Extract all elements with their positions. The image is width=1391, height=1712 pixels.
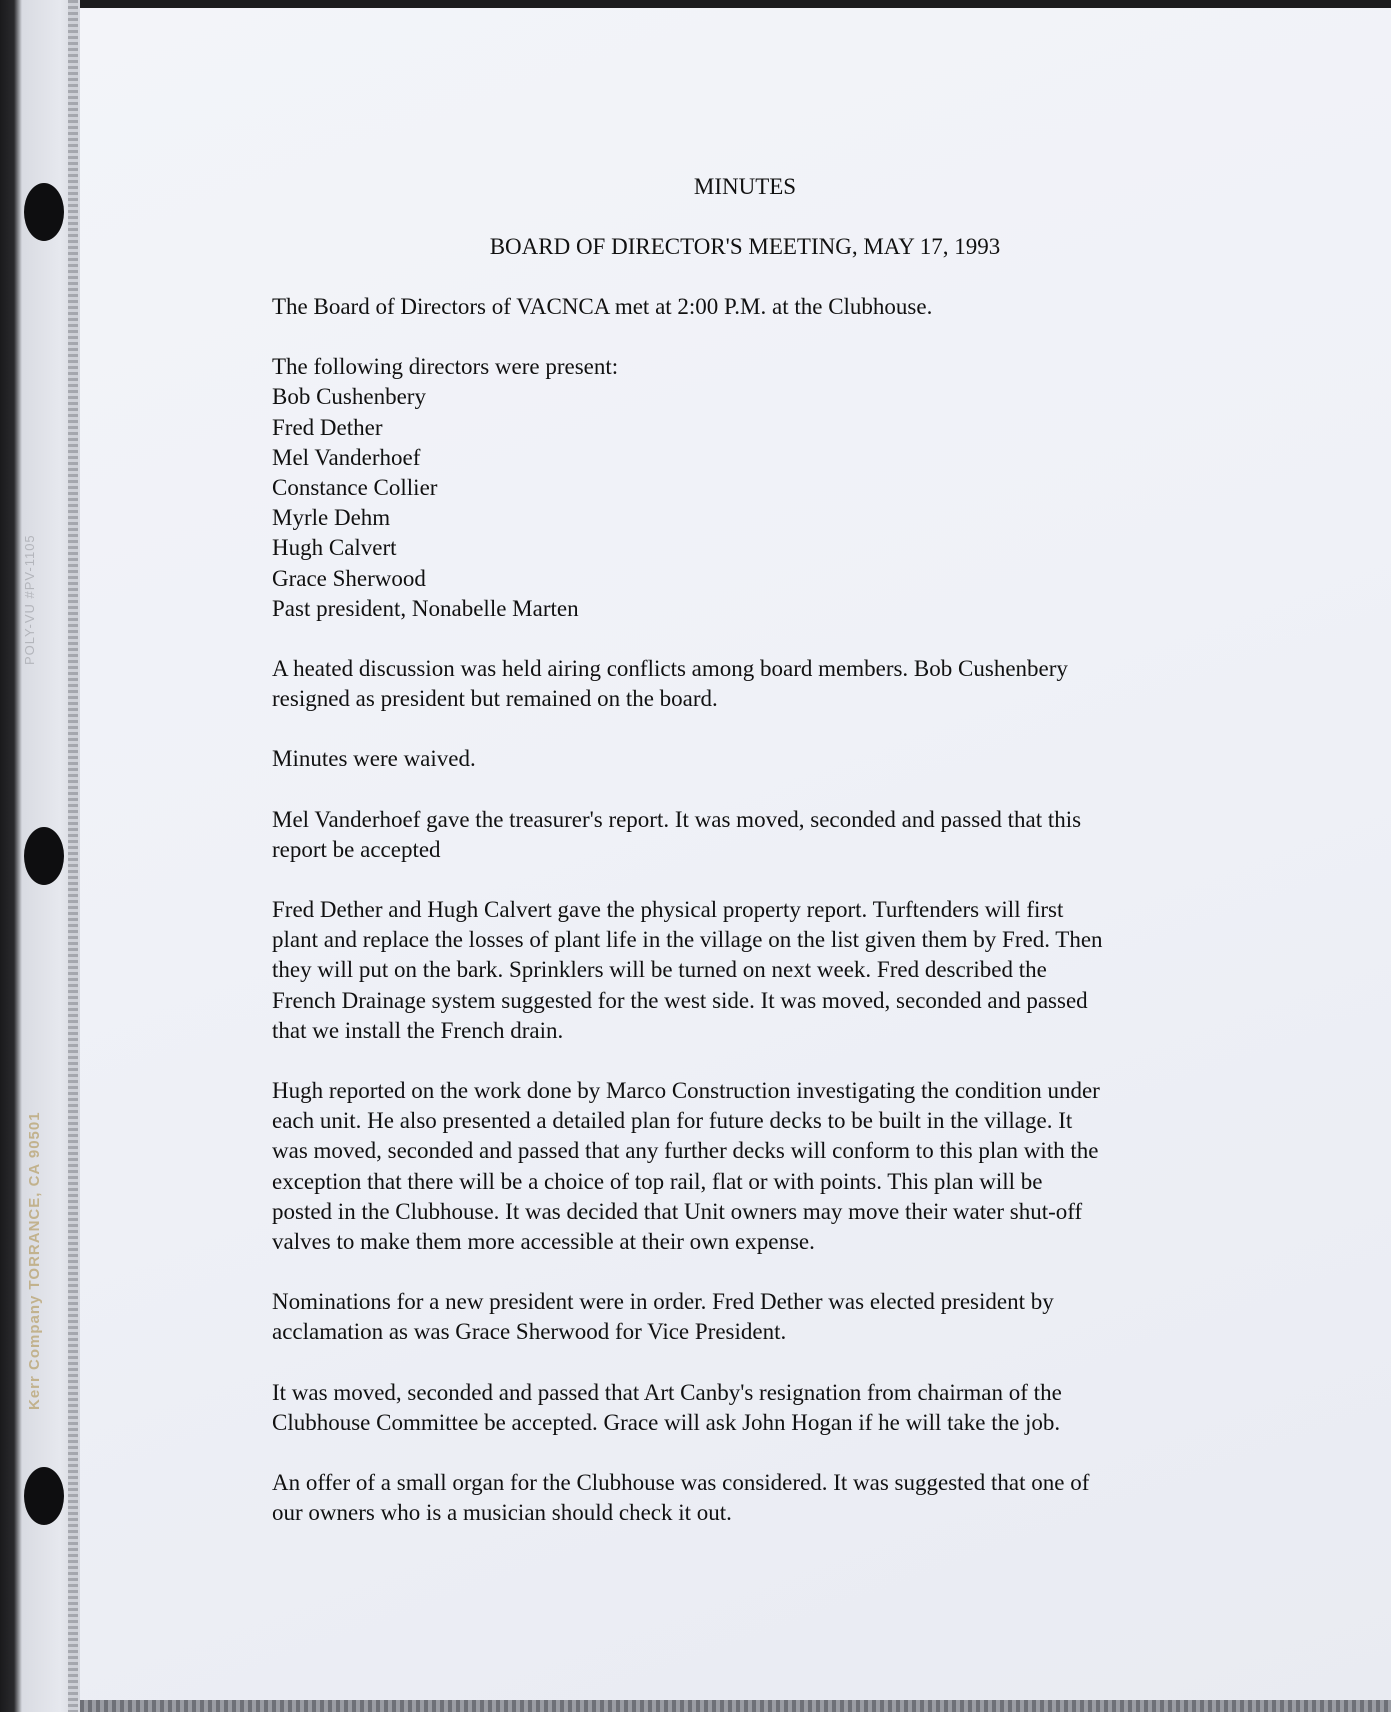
binder-hole-middle <box>24 827 64 885</box>
director-item: Past president, Nonabelle Marten <box>272 595 579 621</box>
binder-sheet-protector <box>0 0 80 1712</box>
binder-hole-bottom <box>24 1467 64 1525</box>
director-item: Hugh Calvert <box>272 535 397 561</box>
binder-label-top: POLY-VU #PV-1105 <box>22 534 37 665</box>
minutes-document <box>272 172 1212 1529</box>
director-item: Bob Cushenbery <box>272 384 426 410</box>
director-item: Grace Sherwood <box>272 565 426 591</box>
director-item: Myrle Dehm <box>272 505 391 531</box>
director-item: Fred Dether <box>272 414 383 440</box>
paragraph-discussion: A heated discussion was held airing conflicts among board members. Bob Cushenbery resigned as president but remained on the board. <box>272 656 1068 712</box>
paragraph-resignation: It was moved, seconded and passed that Art Canby's resignation from chairman of the Clubhouse Committee be accepted. Grace will ask John Hogan if he will take the job. <box>272 1379 1062 1435</box>
document-title: MINUTES <box>693 174 797 199</box>
directors-list <box>272 382 1212 624</box>
director-item: Constance Collier <box>272 475 438 501</box>
paragraph-organ-offer: An offer of a small organ for the Clubhouse was considered. It was suggested that one of our owners who is a musician should check it out. <box>272 1470 1090 1526</box>
sheet-protector-bottom-edge <box>80 1700 1391 1712</box>
binder-perforation <box>68 0 78 1712</box>
directors-heading: The following directors were present: <box>272 354 619 380</box>
paragraph-minutes-waived: Minutes were waived. <box>272 746 476 772</box>
paragraph-nominations: Nominations for a new president were in order. Fred Dether was elected president by acclamation as was Grace Sherwood for Vice President. <box>272 1289 1054 1345</box>
binder-hole-top <box>24 183 64 241</box>
binder-label-bottom: Kerr Company TORRANCE, CA 90501 <box>26 1111 43 1410</box>
paragraph-construction-report: Hugh reported on the work done by Marco Construction investigating the condition under each unit. He also presented a detailed plan for future decks to be built in the village. It was moved, seconded and passed that any further decks will conform to this plan with the exception that there will be a choice of top rail, flat or with points. This plan will be posted in the Clubhouse. It was decided that Unit owners may move their water shut-off valves to make them more accessible at their own expense. <box>272 1078 1100 1255</box>
paragraph-treasurer-report: Mel Vanderhoef gave the treasurer's report. It was moved, seconded and passed that this report be accepted <box>272 806 1082 862</box>
director-item: Mel Vanderhoef <box>272 444 421 470</box>
paragraph-property-report: Fred Dether and Hugh Calvert gave the physical property report. Turftenders will first plant and replace the losses of plant life in the village on the list given them by Fred. Then they will put on the bark. Sprinklers will be turned on next week. Fred described the French Drainage system suggested for the west side. It was moved, seconded and passed that we install the French drain. <box>272 897 1103 1043</box>
intro-paragraph: The Board of Directors of VACNCA met at 2:00 P.M. at the Clubhouse. <box>272 294 933 319</box>
document-subtitle: BOARD OF DIRECTOR'S MEETING, MAY 17, 1993 <box>489 234 1001 259</box>
